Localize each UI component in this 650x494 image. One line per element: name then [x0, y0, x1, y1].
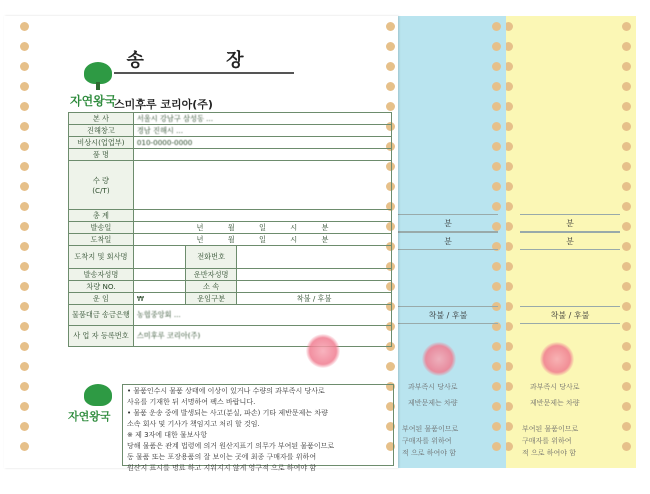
yellow-copy-sheet: [500, 16, 636, 468]
sprocket-holes-left: [18, 16, 32, 468]
sprocket-hole: [622, 242, 631, 251]
sprocket-hole: [622, 302, 631, 311]
sprocket-hole: [622, 102, 631, 111]
tree-logo-bottom-icon: [84, 384, 112, 406]
sprocket-holes-right: [620, 16, 634, 468]
sprocket-hole: [622, 42, 631, 51]
sprocket-hole: [622, 282, 631, 291]
blue-note-3: 부여된 물품이므로: [402, 425, 459, 433]
receiver-label: 운반자성명: [186, 269, 237, 281]
sprocket-hole: [20, 262, 29, 271]
sprocket-hole: [492, 402, 501, 411]
arrive-date-label: 도착일: [69, 234, 134, 246]
sprocket-hole: [492, 162, 501, 171]
phone-value[interactable]: [237, 246, 392, 269]
biz-no-value: 스미후루 코리아(주): [133, 326, 391, 347]
sprocket-hole: [492, 142, 501, 151]
company-name: 스미후루 코리아(주): [114, 98, 213, 111]
tree-trunk-icon: [96, 82, 100, 90]
blue-stamp: [422, 342, 456, 376]
arrive-date-value[interactable]: 년 월 일 시 분: [133, 234, 391, 246]
sprocket-hole: [622, 322, 631, 331]
ship-date-label: 발송일: [69, 222, 134, 234]
sprocket-hole: [492, 82, 501, 91]
item-value[interactable]: [133, 149, 391, 161]
yellow-note-3: 부여된 물품이므로: [522, 425, 579, 433]
yellow-note-2: 제반문제는 차량: [530, 399, 580, 407]
car-no-value[interactable]: [133, 281, 185, 293]
sprocket-hole: [492, 382, 501, 391]
sprocket-hole: [20, 162, 29, 171]
receiver-value[interactable]: [237, 269, 392, 281]
belong-value[interactable]: [237, 281, 392, 293]
sender-label: 발송자성명: [69, 269, 134, 281]
sprocket-hole: [492, 122, 501, 131]
sprocket-hole: [492, 62, 501, 71]
sprocket-hole: [622, 402, 631, 411]
notes-box: [122, 384, 394, 472]
sprocket-hole: [492, 182, 501, 191]
freight-type-label: 운임구분: [186, 293, 237, 305]
note2-line-1: 당해 물품은 관계 법령에 의거 원산지표기 의무가 부여된 물품이므로: [127, 442, 335, 450]
tree-logo-icon: [84, 62, 112, 84]
sprocket-hole: [622, 342, 631, 351]
yellow-stamp: [540, 342, 574, 376]
freight-label: 운 임: [69, 293, 134, 305]
blue-date-row: 분: [398, 214, 498, 232]
brand-logo: 자연왕국: [70, 94, 117, 108]
item-label: 품 명: [69, 149, 134, 161]
sprocket-hole: [622, 162, 631, 171]
notes-title: ※ 제 3자에 대한 물보사항: [127, 431, 208, 439]
sprocket-hole: [20, 102, 29, 111]
sprocket-hole: [492, 42, 501, 51]
head-office-value: 서울시 강남구 삼성동 ...: [133, 113, 391, 125]
phone-label: 전화번호: [186, 246, 237, 269]
sprocket-hole: [20, 442, 29, 451]
yellow-date-row-2: 분: [520, 232, 620, 250]
blue-note-5: 적 으로 하여야 함: [402, 449, 457, 457]
note-line-3: • 물품 운송 중에 발생되는 사고(분실, 파손) 기타 제반문제는 차량: [127, 409, 328, 417]
blue-date-row-2: 분: [398, 232, 498, 250]
blue-prepaid-row: 착불 / 후불: [398, 306, 498, 324]
destination-label: 도착지 및 회사명: [69, 246, 134, 269]
ship-date-value[interactable]: 년 월 일 시 분: [133, 222, 391, 234]
form-title: 송 장: [114, 46, 294, 74]
total-value[interactable]: [133, 210, 391, 222]
warehouse-label: 진해창고: [69, 125, 134, 137]
sprocket-hole: [622, 382, 631, 391]
white-original-sheet: [4, 16, 398, 472]
blue-note-1: 과부족시 당사로: [408, 383, 458, 391]
sprocket-hole: [20, 142, 29, 151]
sprocket-hole: [492, 202, 501, 211]
sprocket-hole: [20, 362, 29, 371]
sprocket-hole: [386, 22, 395, 31]
sprocket-hole: [20, 322, 29, 331]
sprocket-hole: [492, 282, 501, 291]
sprocket-hole: [492, 342, 501, 351]
sprocket-hole: [386, 42, 395, 51]
sprocket-hole: [622, 262, 631, 271]
sprocket-hole: [20, 242, 29, 251]
sprocket-hole: [492, 102, 501, 111]
biz-no-label: 사 업 자 등록번호: [69, 326, 134, 347]
freight-value[interactable]: ₩: [133, 293, 185, 305]
sprocket-hole: [622, 22, 631, 31]
sprocket-hole: [622, 62, 631, 71]
sprocket-hole: [622, 222, 631, 231]
blue-note-2: 제반문제는 차량: [408, 399, 458, 407]
quantity-value[interactable]: [133, 161, 391, 210]
sprocket-hole: [20, 182, 29, 191]
waybill-form-table: [68, 112, 392, 347]
sprocket-hole: [20, 402, 29, 411]
sprocket-hole: [622, 82, 631, 91]
sprocket-hole: [20, 422, 29, 431]
sprocket-hole: [20, 82, 29, 91]
sprocket-hole: [20, 342, 29, 351]
sender-value[interactable]: [133, 269, 185, 281]
sprocket-hole: [386, 62, 395, 71]
yellow-note-4: 구매자를 위하여: [522, 437, 572, 445]
sprocket-hole: [20, 202, 29, 211]
yellow-prepaid-row: 착불 / 후불: [520, 306, 620, 324]
sprocket-hole: [20, 222, 29, 231]
blue-note-4: 구매자를 위하여: [402, 437, 452, 445]
emergency-label: 비상시(업업부): [69, 137, 134, 149]
sprocket-hole: [492, 262, 501, 271]
belong-label: 소 속: [186, 281, 237, 293]
sprocket-hole: [492, 442, 501, 451]
sprocket-hole: [492, 362, 501, 371]
note2-line-3: 원산지 표시를 명료 하고 지워지지 않게 영구적 으로 하여야 함: [127, 464, 317, 472]
sprocket-hole: [20, 382, 29, 391]
sprocket-hole: [622, 182, 631, 191]
sprocket-hole: [20, 122, 29, 131]
sprocket-hole: [622, 362, 631, 371]
freight-type-value[interactable]: 착불 / 후불: [237, 293, 392, 305]
sprocket-hole: [20, 22, 29, 31]
yellow-note-1: 과부족시 당사로: [530, 383, 580, 391]
sprocket-hole: [622, 202, 631, 211]
sprocket-hole: [492, 422, 501, 431]
note-line-2: 사유를 기재한 뒤 서명하여 팩스 바랍니다.: [127, 398, 256, 406]
sprocket-hole: [492, 22, 501, 31]
sprocket-hole: [622, 442, 631, 451]
emergency-value: 010-0000-0000: [133, 137, 391, 149]
sprocket-hole: [622, 122, 631, 131]
sprocket-hole: [386, 82, 395, 91]
sprocket-hole: [20, 302, 29, 311]
total-label: 총 계: [69, 210, 134, 222]
sprocket-hole: [20, 62, 29, 71]
sprocket-hole: [622, 142, 631, 151]
note-line-1: • 물품인수시 물품 상태에 이상이 있거나 수량의 과부족시 당사로: [127, 387, 325, 395]
warehouse-value: 경남 진해시 ...: [133, 125, 391, 137]
brand-logo-bottom: 자연왕국: [68, 410, 111, 423]
car-no-label: 차량 NO.: [69, 281, 134, 293]
yellow-date-row: 분: [520, 214, 620, 232]
bank-label: 물품대금 송금은행: [69, 305, 134, 326]
bank-value: 농협중앙회 ...: [133, 305, 391, 326]
yellow-note-5: 적 으로 하여야 함: [522, 449, 577, 457]
sprocket-hole: [20, 282, 29, 291]
sprocket-hole: [386, 362, 395, 371]
note-line-4: 소속 회사 및 기사가 책임지고 처리 할 것임.: [127, 420, 260, 428]
sprocket-hole: [386, 102, 395, 111]
company-stamp: [306, 334, 340, 368]
sprocket-hole: [20, 42, 29, 51]
destination-value[interactable]: [133, 246, 185, 269]
head-office-label: 본 사: [69, 113, 134, 125]
quantity-label: 수 량 (C/T): [69, 161, 134, 210]
note2-line-2: 동 물품 또는 포장용품의 잘 보이는 곳에 최종 구매자를 위하여: [127, 453, 317, 461]
sprocket-hole: [622, 422, 631, 431]
